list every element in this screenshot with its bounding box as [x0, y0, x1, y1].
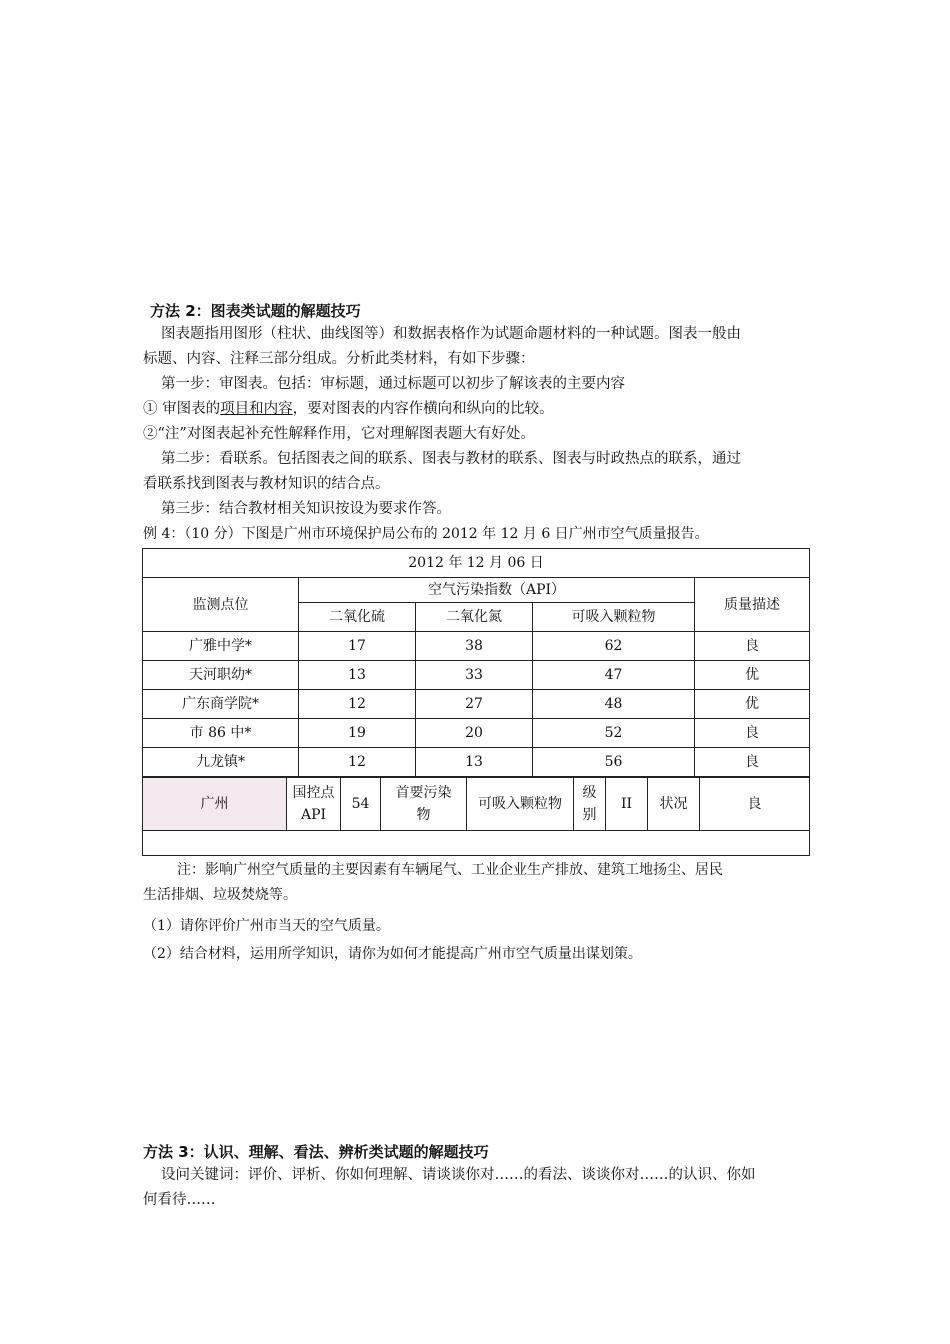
header-site: 监测点位 — [143, 578, 299, 632]
step1-line: 第一步：审图表。包括：审标题，通过标题可以初步了解该表的主要内容 — [161, 376, 625, 392]
header-no2: 二氧化氮 — [416, 603, 533, 632]
air-quality-table — [142, 548, 810, 777]
item1-prefix: ① 审图表的 — [143, 401, 221, 417]
method3-body — [143, 1163, 811, 1213]
method3-line-1: 设问关键词：评价、评析、你如何理解、请谈谈你对……的看法、谈谈你对……的认识、你如 — [161, 1167, 756, 1183]
pm-cell: 48 — [533, 690, 695, 719]
summary-primary-label: 首要污染 物 — [381, 778, 467, 831]
table-row — [143, 719, 810, 748]
quality-cell: 良 — [695, 719, 810, 748]
pm-cell: 56 — [533, 748, 695, 777]
table-row — [143, 690, 810, 719]
method2-heading: 方法 2：图表类试题的解题技巧 — [150, 302, 361, 320]
quality-cell: 良 — [695, 632, 810, 661]
no2-cell: 38 — [416, 632, 533, 661]
step2-line-2: 看联系找到图表与教材知识的结合点。 — [143, 476, 390, 492]
header-quality: 质量描述 — [695, 578, 810, 632]
no2-cell: 27 — [416, 690, 533, 719]
header-pm: 可吸入颗粒物 — [533, 603, 695, 632]
pm-cell: 62 — [533, 632, 695, 661]
so2-cell: 19 — [299, 719, 416, 748]
step1-item1 — [143, 397, 811, 422]
table-date: 2012 年 12 月 06 日 — [143, 549, 810, 578]
note-line-1: 注：影响广州空气质量的主要因素有车辆尾气、工业企业生产排放、建筑工地扬尘、居民 — [177, 862, 723, 878]
summary-empty-row — [143, 831, 810, 856]
method2-body — [143, 322, 811, 547]
no2-cell: 13 — [416, 748, 533, 777]
table-row — [143, 632, 810, 661]
quality-cell: 良 — [695, 748, 810, 777]
table-row — [143, 661, 810, 690]
intro-line-2: 标题、内容、注释三部分组成。分析此类材料，有如下步骤： — [143, 351, 535, 367]
step2-line-1: 第二步：看联系。包括图表之间的联系、图表与教材的联系、图表与时政热点的联系，通过 — [161, 451, 741, 467]
item1-underline: 项目和内容 — [220, 401, 293, 417]
so2-cell: 12 — [299, 690, 416, 719]
summary-status-label: 状况 — [648, 778, 700, 831]
note-block — [143, 858, 811, 908]
site-cell: 九龙镇* — [143, 748, 299, 777]
quality-cell: 优 — [695, 661, 810, 690]
method3-heading: 方法 3：认识、理解、看法、辨析类试题的解题技巧 — [143, 1143, 489, 1161]
quality-cell: 优 — [695, 690, 810, 719]
summary-api-label: 国控点 API — [287, 778, 341, 831]
pm-cell: 47 — [533, 661, 695, 690]
so2-cell: 12 — [299, 748, 416, 777]
so2-cell: 17 — [299, 632, 416, 661]
note-line-2: 生活排烟、垃圾焚烧等。 — [143, 887, 297, 903]
site-cell: 天河职幼* — [143, 661, 299, 690]
pm-cell: 52 — [533, 719, 695, 748]
questions-block — [143, 912, 811, 968]
question-2: （2）结合材料，运用所学知识，请你为如何才能提高广州市空气质量出谋划策。 — [143, 946, 642, 962]
step1-item2: ②“注”对图表起补充性解释作用，它对理解图表题大有好处。 — [143, 426, 535, 442]
site-cell: 广雅中学* — [143, 632, 299, 661]
method3-line-2: 何看待…… — [143, 1192, 216, 1208]
table-row — [143, 748, 810, 777]
no2-cell: 20 — [416, 719, 533, 748]
summary-primary-value: 可吸入颗粒物 — [467, 778, 574, 831]
step3-line: 第三步：结合教材相关知识按设为要求作答。 — [161, 501, 451, 517]
summary-level-label: 级 别 — [574, 778, 606, 831]
summary-status-value: 良 — [700, 778, 810, 831]
summary-table — [142, 777, 810, 856]
question-1: （1）请你评价广州市当天的空气质量。 — [143, 918, 390, 934]
site-cell: 市 86 中* — [143, 719, 299, 748]
no2-cell: 33 — [416, 661, 533, 690]
example-line: 例 4：（10 分）下图是广州市环境保护局公布的 2012 年 12 月 6 日广州市空气质量报告。 — [143, 526, 709, 542]
header-api: 空气污染指数（API） — [299, 578, 695, 603]
summary-city: 广州 — [143, 778, 287, 831]
site-cell: 广东商学院* — [143, 690, 299, 719]
summary-api-value: 54 — [341, 778, 381, 831]
intro-line-1: 图表题指用图形（柱状、曲线图等）和数据表格作为试题命题材料的一种试题。图表一般由 — [161, 326, 741, 342]
summary-level-value: II — [606, 778, 648, 831]
header-so2: 二氧化硫 — [299, 603, 416, 632]
item1-suffix: ，要对图表的内容作横向和纵向的比较。 — [292, 401, 554, 417]
so2-cell: 13 — [299, 661, 416, 690]
